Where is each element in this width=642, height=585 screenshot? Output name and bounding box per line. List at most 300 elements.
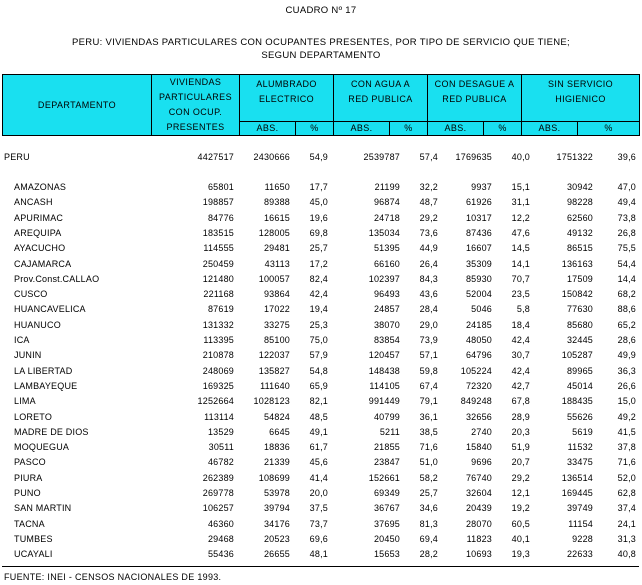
cell-des-abs: 48050	[465, 335, 492, 345]
cell-sin-pct: 75,5	[617, 243, 636, 254]
cell-alum-abs: 2430666	[253, 152, 290, 162]
table-row	[0, 442, 642, 456]
cell-sin-abs: 98228	[566, 197, 593, 208]
cell-des-abs: 61926	[465, 197, 492, 208]
cell-sin-abs: 136163	[561, 258, 593, 269]
cell-sin-abs: 169445	[561, 488, 593, 498]
table-row	[0, 228, 642, 242]
cell-agua-pct: 57,4	[419, 152, 438, 162]
cell-viv: 250459	[202, 258, 234, 269]
header-agua-l1: CON AGUA A	[350, 79, 411, 89]
header-des-abs: ABS.	[428, 121, 484, 135]
cell-alum-abs: 39794	[263, 503, 290, 514]
cell-des-pct: 12,2	[511, 212, 530, 223]
cell-des-pct: 47,6	[511, 227, 530, 238]
cell-agua-pct: 79,1	[419, 396, 438, 407]
cell-sin-pct: 71,6	[617, 457, 636, 468]
header-agua-abs: ABS.	[334, 121, 390, 135]
header-sin-l2: HIGIENICO	[555, 94, 606, 104]
header-viviendas-l2: PARTICULARES	[159, 92, 232, 102]
cell-alum-abs: 29481	[263, 243, 290, 254]
cell-agua-abs: 40799	[373, 411, 400, 422]
header-alumbrado	[240, 75, 334, 122]
cell-sin-abs: 62560	[566, 212, 593, 223]
cell-alum-pct: 42,4	[309, 289, 328, 300]
table-row	[0, 396, 642, 410]
cell-des-abs: 76740	[465, 472, 492, 483]
cell-departamento: HUANCAVELICA	[14, 304, 86, 315]
cell-viv: 113114	[204, 411, 234, 422]
table-row	[0, 274, 642, 288]
table-header	[2, 74, 640, 136]
cell-agua-pct: 69,4	[419, 533, 438, 544]
cell-sin-abs: 11532	[567, 442, 593, 453]
cell-agua-abs: 69349	[373, 488, 400, 498]
cell-agua-abs: 152661	[368, 472, 400, 483]
cell-viv: 106257	[202, 503, 234, 514]
cell-sin-pct: 52,0	[617, 472, 636, 483]
cell-sin-abs: 45014	[566, 380, 593, 391]
cell-departamento: APURIMAC	[14, 212, 64, 223]
cell-viv: 55436	[207, 549, 234, 560]
cell-des-pct: 15,1	[511, 182, 530, 192]
cell-sin-abs: 5619	[572, 426, 593, 437]
cell-alum-abs: 11650	[264, 182, 290, 192]
table-row	[0, 350, 642, 364]
cell-agua-abs: 991449	[368, 396, 400, 407]
cell-des-abs: 72320	[465, 380, 492, 391]
cell-sin-pct: 24,1	[617, 518, 636, 529]
cell-des-abs: 9937	[471, 182, 492, 192]
source-note: FUENTE: INEI - CENSOS NACIONALES DE 1993.	[4, 572, 222, 582]
cell-departamento: AYACUCHO	[14, 243, 66, 254]
cell-sin-abs: 105287	[561, 350, 593, 361]
cell-des-pct: 70,7	[511, 273, 530, 284]
cell-des-pct: 23,5	[511, 289, 530, 300]
cell-sin-abs: 55626	[566, 411, 593, 422]
cell-alum-pct: 61,7	[309, 442, 328, 453]
cell-des-abs: 5046	[471, 304, 492, 315]
cell-sin-pct: 36,3	[617, 365, 636, 376]
header-sin-abs: ABS.	[522, 121, 578, 135]
cell-agua-pct: 71,6	[419, 442, 438, 453]
cell-agua-abs: 83854	[373, 335, 400, 345]
cell-agua-abs: 96493	[373, 289, 400, 300]
cell-departamento: HUANUCO	[14, 319, 61, 330]
cell-alum-pct: 48,5	[309, 411, 328, 422]
cell-des-abs: 20439	[465, 503, 492, 514]
cell-viv: 198857	[202, 197, 234, 208]
cell-viv: 46360	[207, 518, 234, 529]
table-row	[0, 457, 642, 471]
cell-agua-abs: 23847	[373, 457, 400, 468]
cell-sin-pct: 28,6	[617, 335, 636, 345]
header-viviendas-l3: CON OCUP.	[168, 107, 223, 117]
cell-des-abs: 9696	[471, 457, 492, 468]
cell-sin-abs: 1751322	[556, 152, 593, 162]
cell-alum-abs: 21339	[263, 457, 290, 468]
table-row	[0, 366, 642, 380]
table-row	[0, 197, 642, 211]
cell-agua-pct: 58,2	[419, 472, 438, 483]
header-alum-abs: ABS.	[240, 121, 296, 135]
cell-des-abs: 16607	[465, 243, 492, 254]
bottom-rule	[2, 566, 639, 567]
header-desague-l1: CON DESAGUE A	[434, 79, 515, 89]
cell-alum-abs: 6645	[269, 426, 290, 437]
header-agua-pct: %	[390, 121, 428, 135]
cell-alum-abs: 122037	[258, 350, 290, 361]
header-sin-l1: SIN SERVICIO	[547, 79, 614, 89]
title-line-1: PERU: VIVIENDAS PARTICULARES CON OCUPANTES PRESENTES, POR TIPO DE SERVICIO QUE TIENE;	[72, 37, 570, 48]
cell-sin-abs: 22633	[566, 549, 593, 560]
cell-viv: 65801	[207, 182, 234, 192]
table-row	[0, 503, 642, 517]
cell-alum-abs: 54824	[263, 411, 290, 422]
cell-departamento: MADRE DE DIOS	[14, 426, 89, 437]
header-viviendas-l1: VIVIENDAS	[169, 77, 222, 87]
table-row	[0, 381, 642, 395]
cell-des-abs: 849248	[460, 396, 492, 407]
cell-des-pct: 19,2	[511, 503, 530, 514]
cell-alum-pct: 73,7	[309, 518, 328, 529]
cell-sin-pct: 88,6	[617, 304, 636, 315]
header-alum-pct: %	[296, 121, 334, 135]
cell-sin-abs: 136514	[561, 472, 593, 483]
header-departamento: DEPARTAMENTO	[3, 75, 152, 136]
cell-alum-abs: 53978	[263, 488, 290, 498]
cell-agua-abs: 135034	[368, 227, 400, 238]
cell-des-pct: 60,5	[511, 518, 530, 529]
cell-agua-abs: 20450	[373, 533, 400, 544]
header-alumbrado-l1: ALUMBRADO	[256, 79, 317, 89]
cell-viv: 84776	[207, 212, 234, 223]
cell-alum-pct: 45,0	[309, 197, 328, 208]
cell-viv: 262389	[202, 472, 234, 483]
cell-viv: 169325	[202, 380, 234, 391]
cell-sin-abs: 17509	[566, 273, 593, 284]
cell-sin-pct: 73,8	[617, 212, 636, 223]
cell-viv: 30511	[208, 442, 234, 453]
table-row	[0, 213, 642, 227]
cell-sin-abs: 9228	[572, 533, 593, 544]
cell-des-pct: 14,1	[511, 258, 530, 269]
table-title	[0, 36, 642, 62]
cell-des-pct: 5,8	[516, 304, 530, 315]
cell-agua-pct: 29,0	[419, 319, 438, 330]
cell-agua-abs: 21199	[374, 182, 400, 192]
cell-sin-abs: 89965	[566, 365, 593, 376]
cell-des-abs: 32656	[465, 411, 492, 422]
header-agua	[334, 75, 428, 122]
cell-alum-abs: 26655	[263, 549, 290, 560]
header-desague	[428, 75, 522, 122]
cell-viv: 1252664	[197, 396, 234, 407]
cell-des-pct: 40,0	[511, 152, 530, 162]
cell-alum-abs: 34176	[263, 518, 290, 529]
cell-sin-pct: 26,8	[617, 227, 636, 238]
cell-des-pct: 31,1	[511, 197, 530, 208]
header-sin-pct: %	[578, 121, 640, 135]
cell-agua-pct: 26,4	[419, 258, 438, 269]
cell-agua-pct: 81,3	[419, 518, 438, 529]
cell-alum-pct: 48,1	[309, 549, 328, 560]
cell-alum-pct: 25,7	[309, 243, 328, 254]
cell-sin-pct: 49,2	[617, 411, 636, 422]
cell-sin-pct: 68,2	[617, 289, 636, 300]
cell-agua-abs: 5211	[379, 426, 400, 437]
cell-des-abs: 28070	[465, 518, 492, 529]
cell-agua-abs: 102397	[368, 273, 400, 284]
cell-des-pct: 51,9	[511, 442, 530, 453]
cell-des-abs: 11823	[466, 533, 492, 544]
cell-des-abs: 52004	[465, 289, 492, 300]
cell-sin-pct: 37,8	[617, 442, 636, 453]
cell-departamento: PASCO	[14, 457, 46, 468]
cell-departamento: CAJAMARCA	[14, 258, 72, 269]
cell-departamento: LAMBAYEQUE	[14, 380, 78, 391]
cell-alum-pct: 69,6	[309, 533, 328, 544]
cell-des-abs: 87436	[465, 227, 492, 238]
cell-alum-pct: 19,4	[309, 304, 328, 315]
cell-des-pct: 42,4	[511, 365, 530, 376]
cell-des-abs: 24185	[465, 319, 492, 330]
cell-des-pct: 40,1	[511, 533, 530, 544]
cell-des-pct: 42,7	[511, 380, 530, 391]
cell-agua-pct: 51,0	[419, 457, 438, 468]
cell-viv: 113395	[203, 335, 234, 345]
cell-departamento: ICA	[14, 335, 30, 345]
cell-departamento: AMAZONAS	[14, 182, 67, 192]
table-row	[0, 259, 642, 273]
cell-viv: 13529	[207, 426, 234, 437]
cell-des-abs: 10317	[465, 212, 492, 223]
cell-agua-abs: 37695	[373, 518, 400, 529]
cell-des-pct: 19,3	[511, 549, 530, 560]
cell-des-pct: 20,7	[511, 457, 530, 468]
cell-alum-pct: 82,1	[309, 396, 328, 407]
cell-viv: 114555	[203, 243, 234, 254]
cell-alum-abs: 17022	[263, 304, 290, 315]
cell-alum-pct: 69,8	[309, 227, 328, 238]
cell-viv: 46782	[207, 457, 234, 468]
cell-agua-abs: 51395	[373, 243, 400, 254]
cell-sin-pct: 15,0	[617, 396, 636, 407]
cell-sin-pct: 14,4	[617, 273, 636, 284]
cell-agua-abs: 21855	[373, 442, 400, 453]
cell-des-pct: 30,7	[511, 350, 530, 361]
cell-agua-pct: 67,4	[419, 380, 438, 391]
table-row	[0, 304, 642, 318]
cell-alum-pct: 25,3	[309, 319, 328, 330]
cell-des-abs: 2740	[471, 426, 492, 437]
cell-agua-pct: 48,7	[419, 197, 438, 208]
table-row	[0, 427, 642, 441]
cell-agua-pct: 84,3	[419, 273, 438, 284]
cell-viv: 221168	[203, 289, 234, 300]
cell-agua-pct: 28,4	[419, 304, 438, 315]
cell-departamento: SAN MARTIN	[14, 503, 72, 514]
cell-sin-pct: 54,4	[617, 258, 636, 269]
cell-alum-abs: 128005	[258, 227, 290, 238]
cell-sin-pct: 31,3	[617, 533, 636, 544]
cell-sin-pct: 40,8	[617, 549, 636, 560]
cell-des-pct: 67,8	[511, 396, 530, 407]
cell-alum-pct: 45,6	[309, 457, 328, 468]
cell-departamento: TACNA	[14, 518, 45, 529]
cell-agua-abs: 36767	[373, 503, 400, 514]
header-viviendas	[152, 75, 240, 136]
cell-agua-pct: 38,5	[419, 426, 438, 437]
cell-alum-pct: 65,9	[309, 380, 328, 391]
table-row	[0, 243, 642, 257]
cell-departamento: AREQUIPA	[14, 227, 62, 238]
header-agua-l2: RED PUBLICA	[348, 94, 413, 104]
cell-departamento: TUMBES	[14, 533, 53, 544]
cell-des-pct: 12,1	[511, 488, 530, 498]
cell-sin-abs: 33475	[566, 457, 593, 468]
cell-departamento: LA LIBERTAD	[14, 365, 73, 376]
header-desague-l2: RED PUBLICA	[442, 94, 507, 104]
cell-departamento: LORETO	[14, 411, 53, 422]
cell-sin-abs: 150842	[561, 289, 593, 300]
cell-des-abs: 64796	[465, 350, 492, 361]
cell-alum-abs: 108699	[258, 472, 290, 483]
cell-viv: 183515	[202, 227, 234, 238]
cell-viv: 29468	[207, 533, 234, 544]
cell-viv: 131332	[202, 319, 234, 330]
cell-departamento: ANCASH	[14, 197, 53, 208]
table-row	[0, 152, 642, 166]
cell-sin-abs: 39749	[566, 503, 593, 514]
table-row	[0, 320, 642, 334]
cell-agua-pct: 36,1	[419, 411, 438, 422]
cell-alum-abs: 93864	[263, 289, 290, 300]
cell-des-abs: 15840	[465, 442, 492, 453]
cell-des-abs: 1769635	[455, 152, 492, 162]
table-row	[0, 534, 642, 548]
table-number: CUADRO Nº 17	[285, 5, 357, 16]
cell-viv: 121480	[202, 273, 234, 284]
cell-agua-abs: 66160	[373, 258, 400, 269]
table-row	[0, 488, 642, 502]
cell-agua-pct: 57,1	[419, 350, 438, 361]
cell-alum-abs: 43113	[264, 258, 290, 269]
cell-sin-pct: 47,0	[617, 182, 636, 192]
cell-viv: 210878	[202, 350, 234, 361]
table-row	[0, 182, 642, 196]
cell-departamento: MOQUEGUA	[14, 442, 70, 453]
cell-viv: 87619	[207, 304, 234, 315]
cell-alum-abs: 1028123	[253, 396, 290, 407]
cell-des-pct: 18,4	[511, 319, 530, 330]
cell-sin-pct: 49,4	[617, 197, 636, 208]
header-sin-servicio	[522, 75, 640, 122]
cell-sin-pct: 65,2	[617, 319, 636, 330]
header-viviendas-l4: PRESENTES	[166, 122, 225, 132]
cell-alum-pct: 37,5	[309, 503, 328, 514]
cell-agua-pct: 28,2	[419, 549, 438, 560]
cell-des-abs: 32604	[465, 488, 492, 498]
cell-alum-pct: 17,7	[309, 182, 328, 192]
cell-departamento: Prov.Const.CALLAO	[14, 273, 100, 284]
cell-agua-abs: 24718	[373, 212, 400, 223]
table-row	[0, 519, 642, 533]
cell-departamento: JUNIN	[14, 350, 42, 361]
table-row	[0, 549, 642, 563]
cell-des-pct: 14,5	[511, 243, 530, 254]
cell-alum-pct: 41,4	[309, 472, 328, 483]
cell-alum-abs: 85100	[263, 335, 290, 345]
cell-agua-abs: 38070	[373, 319, 400, 330]
cell-sin-abs: 32445	[566, 335, 593, 345]
cell-departamento: LIMA	[14, 396, 36, 407]
cell-alum-pct: 19,6	[309, 212, 328, 223]
cell-alum-pct: 75,0	[309, 335, 328, 345]
cell-des-abs: 85930	[465, 273, 492, 284]
header-des-pct: %	[484, 121, 522, 135]
cell-agua-abs: 24857	[373, 304, 400, 315]
cell-agua-pct: 73,9	[419, 335, 438, 345]
cell-alum-abs: 111640	[260, 380, 290, 391]
table-row	[0, 335, 642, 349]
cell-des-pct: 28,9	[511, 411, 530, 422]
cell-des-abs: 105224	[460, 365, 492, 376]
cell-departamento: CUSCO	[14, 289, 48, 300]
cell-agua-abs: 2539787	[363, 152, 400, 162]
cell-agua-pct: 44,9	[419, 243, 438, 254]
cell-alum-abs: 18836	[263, 442, 290, 453]
cell-agua-abs: 114105	[369, 380, 400, 391]
cell-sin-pct: 49,9	[617, 350, 636, 361]
cell-alum-pct: 54,9	[309, 152, 328, 162]
cell-agua-pct: 25,7	[419, 488, 438, 498]
cell-sin-abs: 188435	[561, 396, 593, 407]
cell-alum-pct: 82,4	[309, 273, 328, 284]
cell-alum-abs: 135827	[258, 365, 290, 376]
cell-alum-pct: 57,9	[309, 350, 328, 361]
cell-alum-abs: 16615	[263, 212, 290, 223]
cell-agua-abs: 120457	[368, 350, 400, 361]
cell-alum-abs: 89388	[263, 197, 290, 208]
cell-alum-pct: 54,8	[309, 365, 328, 376]
cell-alum-abs: 20523	[263, 533, 290, 544]
cell-sin-pct: 26,6	[617, 380, 636, 391]
cell-agua-pct: 29,2	[419, 212, 438, 223]
cell-alum-pct: 49,1	[309, 426, 328, 437]
cell-sin-pct: 37,4	[617, 503, 636, 514]
cell-sin-abs: 11154	[568, 518, 593, 529]
cell-departamento: PIURA	[14, 472, 43, 483]
cell-agua-pct: 34,6	[419, 503, 438, 514]
cell-sin-abs: 85680	[566, 319, 593, 330]
cell-sin-abs: 86515	[566, 243, 593, 254]
cell-sin-pct: 62,8	[617, 488, 636, 498]
cell-alum-pct: 20,0	[309, 488, 328, 498]
cell-agua-pct: 43,6	[419, 289, 438, 300]
cell-agua-abs: 148438	[368, 365, 400, 376]
cell-sin-pct: 39,6	[617, 152, 636, 162]
cell-sin-abs: 49132	[566, 227, 593, 238]
cell-agua-pct: 32,2	[419, 182, 438, 192]
cell-agua-pct: 73,6	[419, 227, 438, 238]
cell-des-pct: 20,3	[511, 426, 530, 437]
cell-agua-abs: 15653	[373, 549, 400, 560]
cell-alum-pct: 17,2	[309, 258, 328, 269]
cell-sin-pct: 41,5	[617, 426, 636, 437]
cell-alum-abs: 33275	[263, 319, 290, 330]
table-row	[0, 289, 642, 303]
